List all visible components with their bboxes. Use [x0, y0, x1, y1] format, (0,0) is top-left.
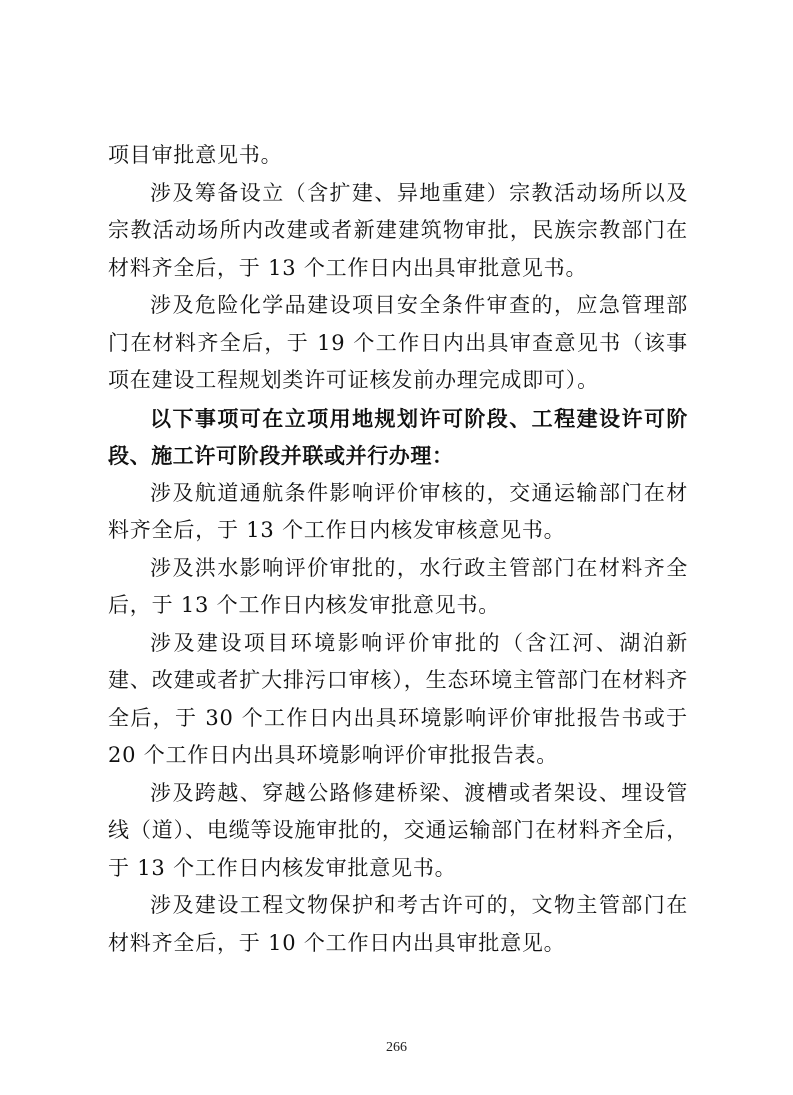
paragraph-navigation-channel: 涉及航道通航条件影响评价审核的，交通运输部门在材料齐全后，于 13 个工作日内核发审核意见书。 [108, 480, 688, 542]
page-number: 266 [386, 1040, 407, 1055]
body-text [108, 137, 688, 962]
paragraph-hazardous-chemicals: 涉及危险化学品建设项目安全条件审查的，应急管理部门在材料齐全后，于 19 个工作日内出具审查意见书（该事项在建设工程规划类许可证核发前办理完成即可）。 [108, 293, 688, 392]
paragraph-cultural-relics: 涉及建设工程文物保护和考古许可的，文物主管部门在材料齐全后，于 10 个工作日内出具审批意见。 [108, 893, 688, 955]
paragraph-parallel-items-heading: 以下事项可在立项用地规划许可阶段、工程建设许可阶段、施工许可阶段并联或并行办理： [108, 405, 688, 468]
paragraph-highway-crossing: 涉及跨越、穿越公路修建桥梁、渡槽或者架设、埋设管线（道）、电缆等设施审批的，交通运输部门在材料齐全后，于 13 个工作日内核发审批意见书。 [108, 780, 688, 880]
paragraph-religious-sites: 涉及筹备设立（含扩建、异地重建）宗教活动场所以及宗教活动场所内改建或者新建建筑物审批，民族宗教部门在材料齐全后，于 13 个工作日内出具审批意见书。 [108, 180, 688, 280]
paragraph-environmental-impact: 涉及建设项目环境影响评价审批的（含江河、湖泊新建、改建或者扩大排污口审核），生态环境主管部门在材料齐全后，于 30 个工作日内出具环境影响评价审批报告书或于 20 个工作日内出具环境影响评价审批报告表。 [108, 630, 688, 767]
paragraph-continuation: 项目审批意见书。 [108, 143, 283, 167]
paragraph-flood-impact: 涉及洪水影响评价审批的，水行政主管部门在材料齐全后，于 13 个工作日内核发审批意见书。 [108, 555, 688, 617]
